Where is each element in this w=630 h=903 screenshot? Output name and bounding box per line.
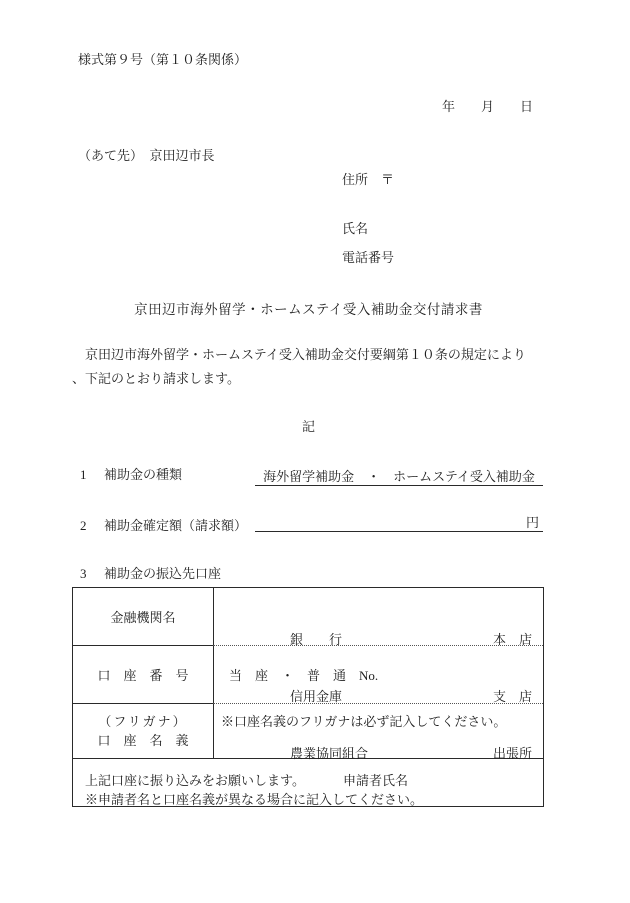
institution-type-bank: 銀 行 <box>290 632 343 647</box>
date-line: 年 月 日 <box>442 99 534 114</box>
branch-type-sub-branch: 出張所 <box>493 746 533 761</box>
address-label: 住所 〒 <box>342 172 395 187</box>
institution-type-ja: 農業協同組合 <box>290 746 369 761</box>
furigana-label: （フリガナ） <box>98 713 188 729</box>
furigana-note: ※口座名義のフリガナは必ず記入してください。 <box>221 714 507 729</box>
account-number-value: 当 座 ・ 普 通 No. <box>229 667 379 683</box>
branch-type-head-office: 本 店 <box>493 632 533 647</box>
bank-account-table <box>72 587 544 807</box>
addressee: （あて先） 京田辺市長 <box>78 148 215 163</box>
name-label: 氏名 <box>342 221 369 236</box>
item2-unit: 円 <box>525 515 539 530</box>
item3-number: 3 <box>80 566 87 581</box>
institution-type-shinkin: 信用金庫 <box>290 689 343 704</box>
section-mark: 記 <box>301 419 315 434</box>
item3-label: 補助金の振込先口座 <box>104 566 222 581</box>
financial-institution-label: 金融機関名 <box>110 610 176 625</box>
branch-type-branch: 支 店 <box>493 689 533 704</box>
item1-number: 1 <box>80 467 87 482</box>
body-line-1: 京田辺市海外留学・ホームステイ受入補助金交付要綱第１０条の規定により <box>72 347 526 362</box>
form-number: 様式第９号（第１０条関係） <box>78 52 248 67</box>
account-number-label: 口 座 番 号 <box>97 667 189 683</box>
footer-request-text: 上記口座に振り込みをお願いします。 <box>85 773 305 788</box>
item1-label: 補助金の種類 <box>104 467 183 482</box>
applicant-name-label: 申請者氏名 <box>343 773 409 788</box>
item1-value-underline <box>255 466 543 486</box>
body-line-2: 、下記のとおり請求します。 <box>72 371 240 386</box>
item1-value: 海外留学補助金 ・ ホームステイ受入補助金 <box>263 469 535 484</box>
item2-amount-underline <box>255 513 543 532</box>
document-title: 京田辺市海外留学・ホームステイ受入補助金交付請求書 <box>134 302 483 317</box>
table-column-divider <box>213 588 214 758</box>
account-name-cell <box>73 703 213 758</box>
account-name-label: 口 座 名 義 <box>97 732 189 748</box>
item2-label: 補助金確定額（請求額） <box>104 518 248 533</box>
phone-label: 電話番号 <box>342 250 395 265</box>
branch-type-list <box>493 592 532 801</box>
footer-note: ※申請者名と口座名義が異なる場合に記入してください。 <box>85 792 424 807</box>
item2-number: 2 <box>80 518 87 533</box>
